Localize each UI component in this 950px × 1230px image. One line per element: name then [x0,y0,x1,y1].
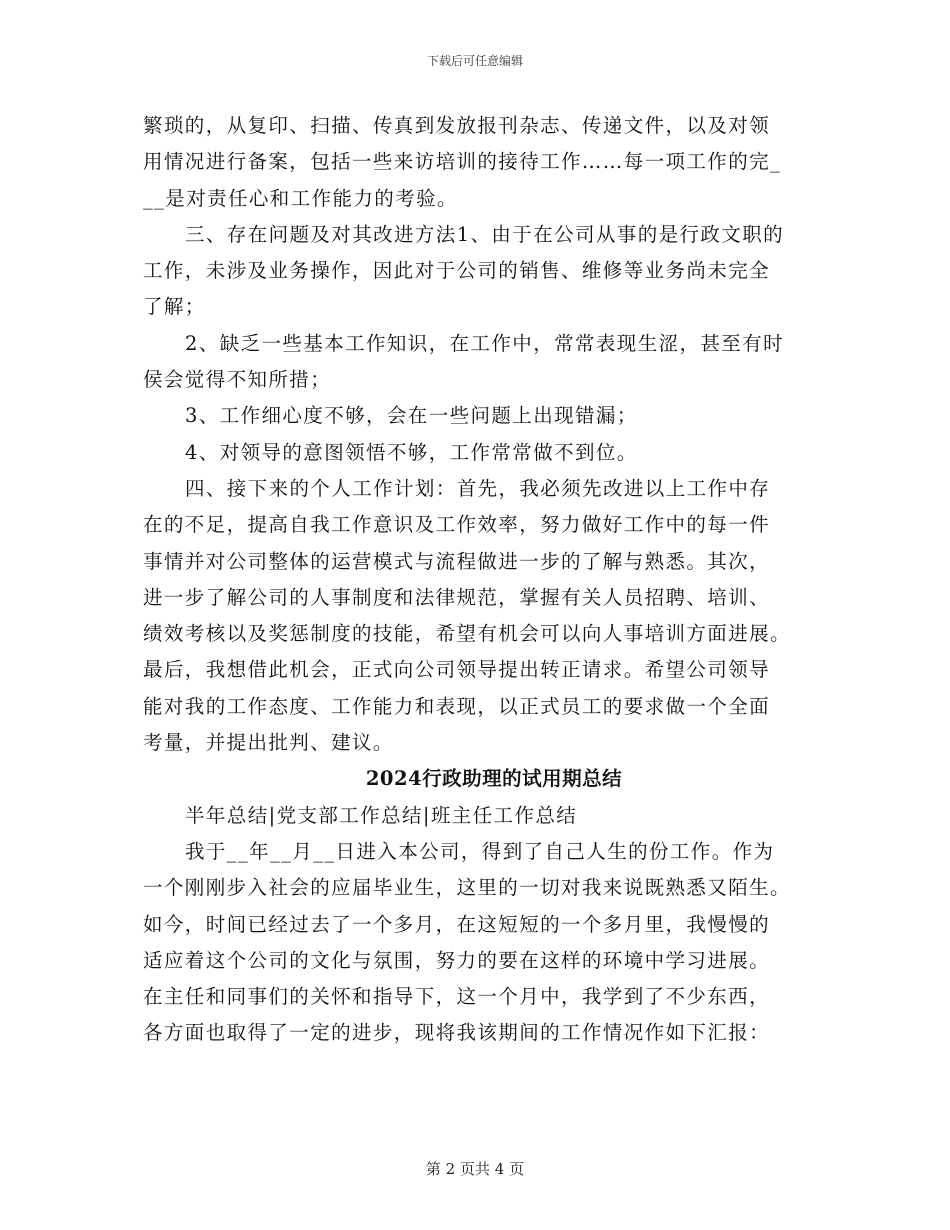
category-links: 半年总结|党支部工作总结|班主任工作总结 [185,803,578,827]
body-line: 一个刚刚步入社会的应届毕业生，这里的一切对我来说既熟悉又陌生。 [143,876,791,900]
body-line: 在主任和同事们的关怀和指导下，这一个月中，我学到了不少东西， [143,985,771,1009]
page-header: 下载后可任意编辑 [426,54,523,68]
body-line: 如今，时间已经过去了一个多月，在这短短的一个多月里，我慢慢的 [143,912,771,936]
list-item-3: 3、工作细心度不够，会在一些问题上出现错漏； [185,404,638,428]
body-line: 用情况进行备案，包括一些来访培训的接待工作……每一项工作的完_ [143,150,782,174]
list-item-2: 2、缺乏一些基本工作知识，在工作中，常常表现生涩，甚至有时 [185,331,785,355]
body-line: 侯会觉得不知所措； [143,368,332,392]
section-four-heading-line: 四、接下来的个人工作计划：首先，我必须先改进以上工作中存 [185,476,771,500]
body-line: __是对责任心和工作能力的考验。 [143,186,458,210]
body-line: 事情并对公司整体的运营模式与流程做进一步的了解与熟悉。其次， [143,549,771,573]
body-line: 工作，未涉及业务操作，因此对于公司的销售、维修等业务尚未完全 [143,259,771,283]
body-line: 在的不足，提高自我工作意识及工作效率，努力做好工作中的每一件 [143,513,771,537]
body-line: 考量，并提出批判、建议。 [143,731,394,755]
body-line: 各方面也取得了一定的进步，现将我该期间的工作情况作如下汇报： [143,1021,771,1045]
page-footer: 第 2 页共 4 页 [425,1160,525,1178]
body-line: 进一步了解公司的人事制度和法律规范，掌握有关人员招聘、培训、 [143,585,771,609]
body-line: 绩效考核以及奖惩制度的技能，希望有机会可以向人事培训方面进展。 [143,622,791,646]
document-title: 2024行政助理的试用期总结 [365,767,623,791]
list-item-4: 4、对领导的意图领悟不够，工作常常做不到位。 [185,440,638,464]
body-line: 最后，我想借此机会，正式向公司领导提出转正请求。希望公司领导 [143,658,771,682]
section-three-heading-line: 三、存在问题及对其改进方法1、由于在公司从事的是行政文职的 [185,222,785,246]
body-line: 了解； [143,295,206,319]
body-line: 我于__年__月__日进入本公司，得到了自己人生的份工作。作为 [185,839,775,863]
body-line: 能对我的工作态度、工作能力和表现，以正式员工的要求做一个全面 [143,694,771,718]
body-line: 适应着这个公司的文化与氛围，努力的要在这样的环境中学习进展。 [143,948,771,972]
document-body [143,108,815,1052]
body-line: 繁琐的，从复印、扫描、传真到发放报刊杂志、传递文件，以及对领 [143,114,771,137]
